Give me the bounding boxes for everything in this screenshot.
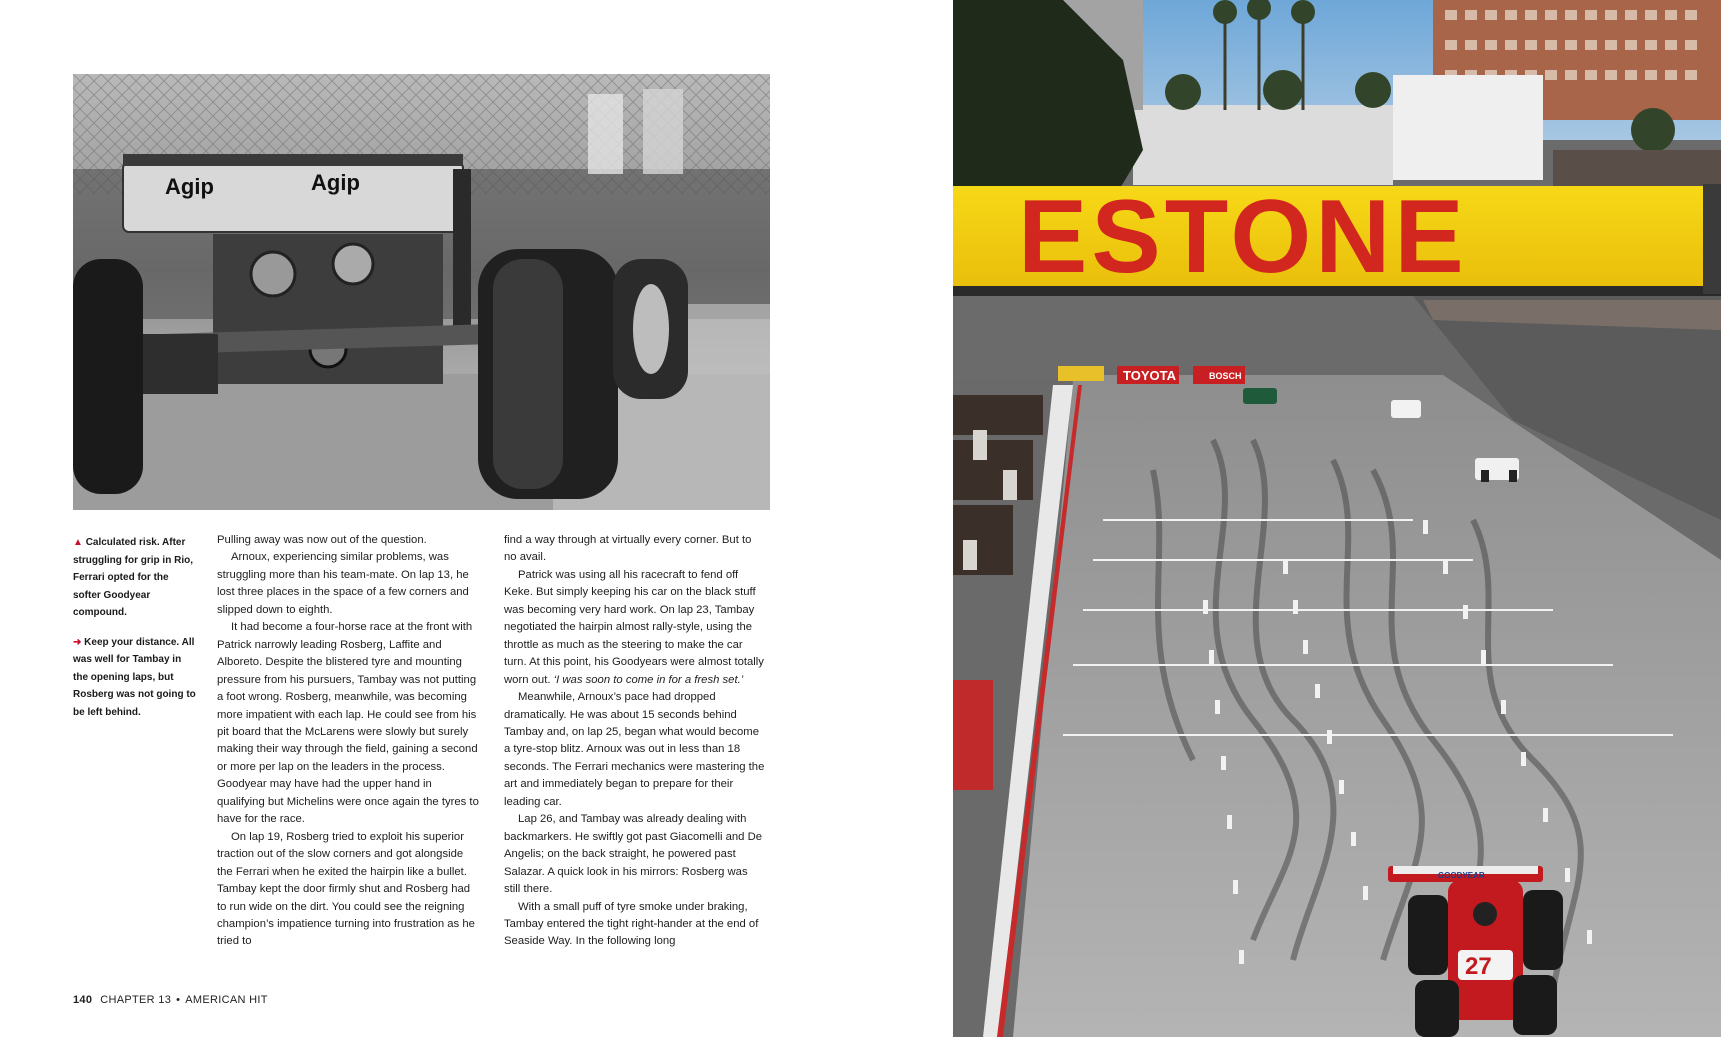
paragraph: Meanwhile, Arnoux’s pace had dropped dramatically. He was about 15 seconds behind Tambay and, on lap 25, began what would become a tyre-stop blitz. Arnoux was out in less than 18 seconds. The Ferrari mechanics were mastering the art and immediately began to prepare for their leading car. [504, 691, 765, 808]
page-footer [73, 994, 268, 1006]
agip-logo-right: Agip [311, 170, 360, 195]
bosch-sign: BOSCH [1209, 371, 1242, 381]
footer-separator: • [176, 994, 181, 1006]
body-column-2 [504, 532, 766, 951]
paragraph [504, 567, 766, 689]
caption-2-lead: Keep your distance. [84, 636, 180, 648]
banner-text: ESTONE [1018, 179, 1468, 295]
paragraph: It had become a four-horse race at the front with Patrick narrowly leading Rosberg, Laffite and Alboreto. Despite the blistered tyre and mounting pressure from his pursuers, Tambay was not putting a foot wrong. Rosberg, meanwhile, was becoming more impatient with each lap. He could see from his pit board that the McLarens were slowly but surely making their way through the field, gaining a second or more per lap on the leaders in the process. Goodyear may have had the upper hand in qualifying but Michelins were once again the tyres to have for the race. [217, 621, 479, 826]
photo-long-beach-straight [953, 0, 1721, 1037]
photo-ferrari-rear [73, 74, 770, 510]
car-wing-text: GOODYEAR [1438, 871, 1485, 880]
chapter-label: CHAPTER 13 [100, 994, 172, 1006]
paragraph: find a way through at virtually every corner. But to no avail. [504, 534, 752, 564]
arrow-right-icon: ➜ [73, 636, 82, 648]
body-column-1 [217, 532, 479, 951]
paragraph: Pulling away was now out of the question. [217, 534, 427, 546]
paragraph: On lap 19, Rosberg tried to exploit his superior traction out of the slow corners and got alongside the Ferrari when he exited the hairpin like a bullet. Tambay kept the door firmly shut and Rosberg had to run wide on the dirt. You could see the reigning champion’s impatience turning into frustration as he tried to [217, 830, 475, 948]
caption-2-text: All was well for Tambay in the opening laps, but Rosberg was not going to be left behind. [73, 636, 196, 718]
caption-1 [73, 534, 198, 622]
chapter-title: AMERICAN HIT [185, 994, 268, 1006]
toyota-sign: TOYOTA [1123, 368, 1176, 383]
caption-1-lead: Calculated risk. [85, 537, 160, 548]
arrow-up-icon: ▲ [73, 537, 83, 548]
page-number: 140 [73, 994, 93, 1006]
caption-1-text: After struggling for grip in Rio, Ferrari opted for the softer Goodyear compound. [73, 537, 193, 618]
paragraph: Arnoux, experiencing similar problems, was struggling more than his team-mate. On lap 13, he lost three places in the space of a few corners and slipped down to eighth. [217, 551, 469, 616]
tambay-quote: ‘I was soon to come in for a fresh set.’ [553, 673, 744, 686]
paragraph: Lap 26, and Tambay was already dealing with backmarkers. He swiftly got past Giacomelli and De Angelis; on the back straight, he powered past Salazar. A quick look in his mirrors: Rosberg was still there. [504, 813, 763, 896]
paragraph-text: Patrick was using all his racecraft to fend off Keke. But simply keeping his car on the black stuff was becoming very hard work. On lap 23, Tambay negotiated the hairpin almost rally-style, using the throttle as much as the steering to make the car turn. At this point, his Goodyears were almost totally worn out. [504, 568, 764, 686]
caption-2 [73, 634, 198, 722]
car-number: 27 [1465, 953, 1492, 980]
agip-logo-left: Agip [165, 174, 214, 199]
paragraph: With a small puff of tyre smoke under braking, Tambay entered the tight right-hander at the end of Seaside Way. In the following long [504, 900, 759, 948]
caption-column [73, 534, 198, 733]
